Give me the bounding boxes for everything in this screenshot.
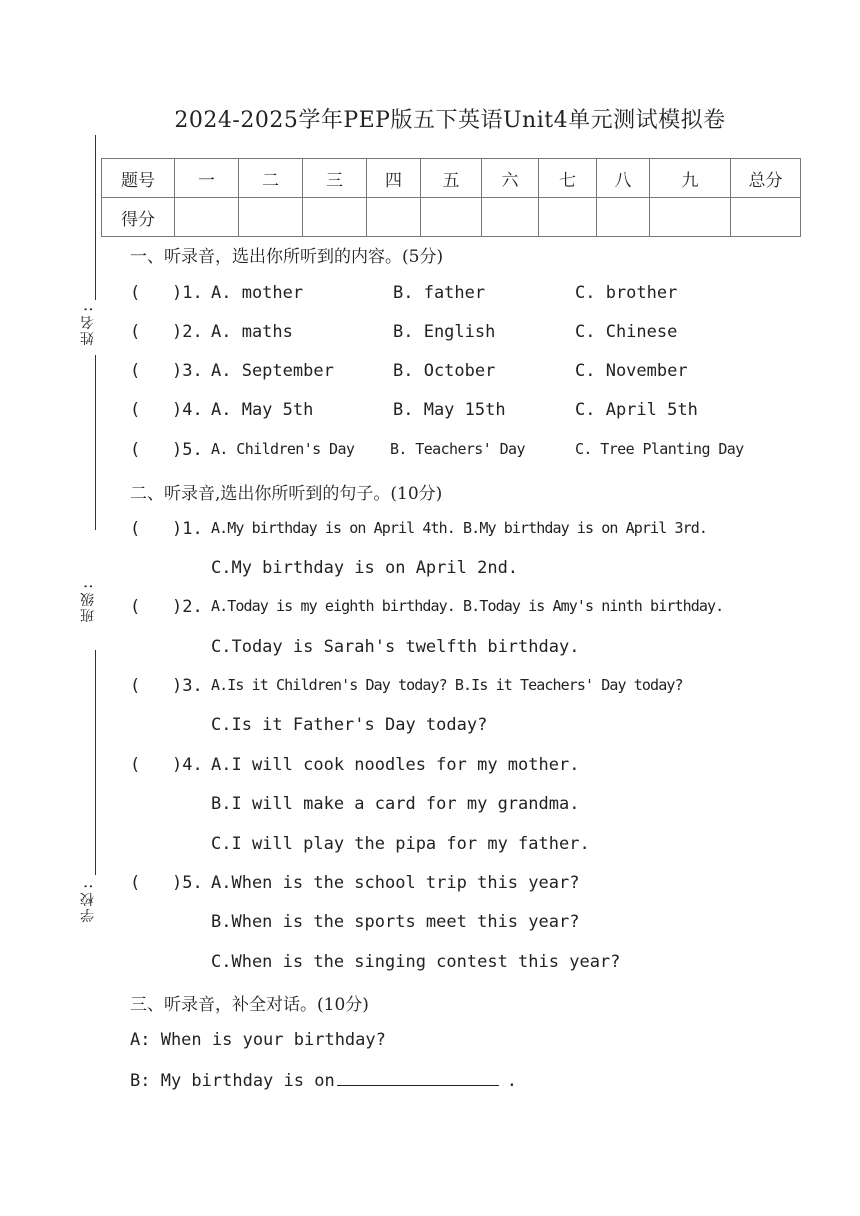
dialogue-b-suffix: . (506, 1071, 517, 1091)
option-b: B. English (393, 322, 496, 342)
answer-paren[interactable]: ( (130, 597, 141, 617)
page-title: 2024-2025学年PEP版五下英语Unit4单元测试模拟卷 (174, 108, 726, 133)
question-number: )2. (172, 322, 203, 342)
option-c: C. brother (575, 283, 678, 303)
option-a: A. Children's Day (211, 440, 355, 458)
score-table-cell: 七 (539, 159, 597, 198)
option-line: C.Is it Father's Day today? (211, 715, 488, 735)
score-table-cell: 题号 (102, 159, 175, 198)
section1-heading: 一、听录音，选出你所听到的内容。(5分) (130, 247, 444, 267)
score-input-cell[interactable] (731, 198, 801, 237)
score-table-cell: 三 (303, 159, 367, 198)
question-number: )1. (172, 283, 203, 303)
question-number: )4. (172, 755, 203, 775)
option-line: A.I will cook noodles for my mother. (211, 755, 580, 775)
option-line: A.When is the school trip this year? (211, 873, 580, 893)
answer-paren[interactable]: ( (130, 400, 141, 420)
option-b: B. October (393, 361, 496, 381)
score-table (101, 158, 801, 237)
score-table-cell: 五 (421, 159, 482, 198)
option-line: B.I will make a card for my grandma. (211, 794, 580, 814)
score-table-cell: 总分 (731, 159, 801, 198)
score-table-cell: 六 (482, 159, 539, 198)
answer-paren[interactable]: ( (130, 676, 141, 696)
dialogue-b-prefix: B: My birthday is on (130, 1071, 335, 1091)
question-number: )5. (172, 440, 203, 460)
score-input-cell[interactable] (303, 198, 367, 237)
score-table-cell: 四 (367, 159, 421, 198)
option-a: A. mother (211, 283, 304, 303)
answer-paren[interactable]: ( (130, 361, 141, 381)
score-input-cell[interactable] (367, 198, 421, 237)
score-table-score-row (102, 198, 801, 237)
answer-paren[interactable]: ( (130, 322, 141, 342)
dialogue-line-b (130, 1069, 517, 1091)
score-table-header-row (102, 159, 801, 198)
option-b: B. Teachers' Day (390, 440, 525, 458)
answer-paren[interactable]: ( (130, 873, 141, 893)
option-c: C. Chinese (575, 322, 678, 342)
option-line: A.Is it Children's Day today? B.Is it Teachers' Day today? (211, 676, 683, 694)
option-a: A. maths (211, 322, 293, 342)
option-c: C. November (575, 361, 688, 381)
dialogue-line-a: A: When is your birthday? (130, 1030, 386, 1050)
question-number: )3. (172, 676, 203, 696)
score-table-cell: 二 (239, 159, 303, 198)
option-b: B. May 15th (393, 400, 506, 420)
class-label: 班级: (80, 580, 96, 623)
score-input-cell[interactable] (597, 198, 650, 237)
binding-line-upper-middle (95, 355, 96, 530)
answer-blank[interactable] (337, 1069, 499, 1086)
option-c: C. April 5th (575, 400, 698, 420)
option-line: A.Today is my eighth birthday. B.Today is Amy's ninth birthday. (211, 597, 724, 615)
option-line: C.When is the singing contest this year? (211, 952, 621, 972)
option-line: B.When is the sports meet this year? (211, 912, 580, 932)
option-line: A.My birthday is on April 4th. B.My birthday is on April 3rd. (211, 519, 707, 537)
score-input-cell[interactable] (239, 198, 303, 237)
section2-heading: 二、听录音,选出你所听到的句子。(10分) (130, 484, 443, 504)
option-b: B. father (393, 283, 486, 303)
school-label: 学校: (80, 880, 96, 923)
option-a: A. September (211, 361, 334, 381)
option-line: C.Today is Sarah's twelfth birthday. (211, 637, 580, 657)
score-table-cell: 九 (650, 159, 731, 198)
score-table-cell: 八 (597, 159, 650, 198)
score-input-cell[interactable] (482, 198, 539, 237)
answer-paren[interactable]: ( (130, 519, 141, 539)
question-number: )1. (172, 519, 203, 539)
question-number: )3. (172, 361, 203, 381)
name-label: 姓名: (80, 303, 96, 346)
binding-line-top (95, 135, 96, 300)
score-table-cell: 得分 (102, 198, 175, 237)
section3-heading: 三、听录音，补全对话。(10分) (130, 995, 369, 1015)
question-number: )2. (172, 597, 203, 617)
option-a: A. May 5th (211, 400, 314, 420)
question-number: )4. (172, 400, 203, 420)
option-line: C.I will play the pipa for my father. (211, 834, 590, 854)
option-line: C.My birthday is on April 2nd. (211, 558, 519, 578)
answer-paren[interactable]: ( (130, 440, 141, 460)
score-input-cell[interactable] (539, 198, 597, 237)
score-input-cell[interactable] (650, 198, 731, 237)
score-table-cell: 一 (175, 159, 239, 198)
score-input-cell[interactable] (175, 198, 239, 237)
option-c: C. Tree Planting Day (575, 440, 744, 458)
score-input-cell[interactable] (421, 198, 482, 237)
question-number: )5. (172, 873, 203, 893)
answer-paren[interactable]: ( (130, 283, 141, 303)
binding-line-lower-middle (95, 650, 96, 875)
answer-paren[interactable]: ( (130, 755, 141, 775)
